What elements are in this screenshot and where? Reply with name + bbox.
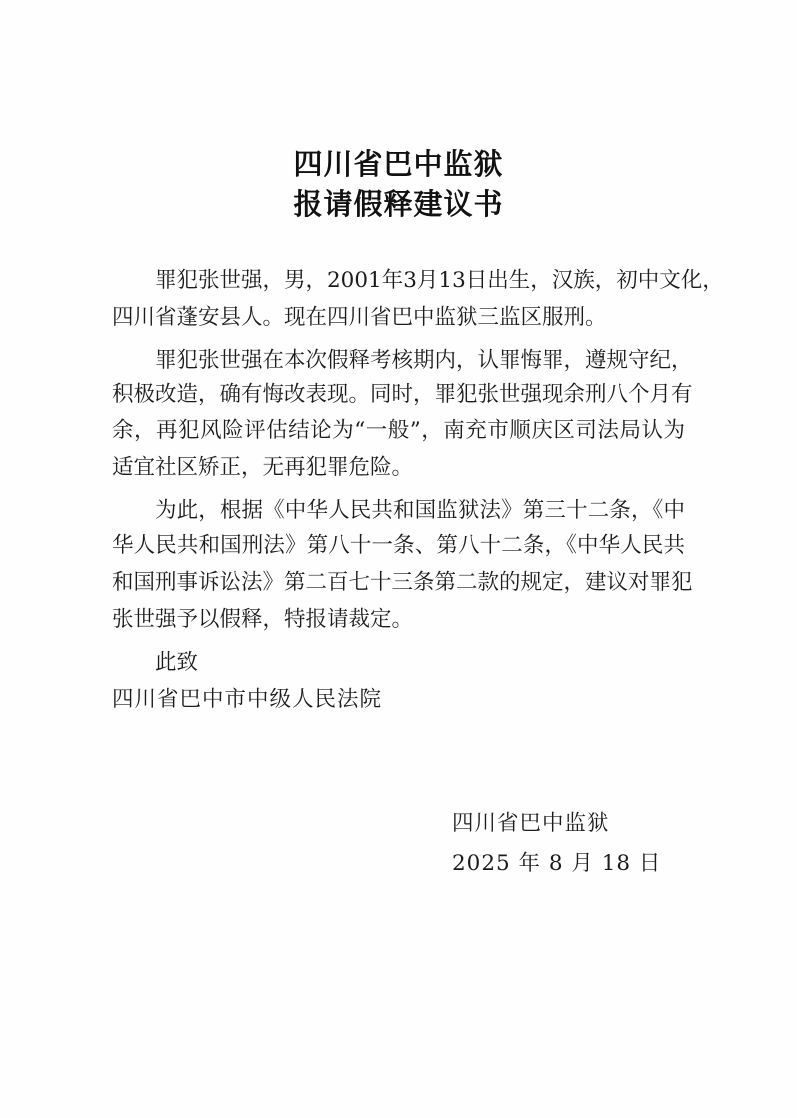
paragraph2-line3: 余，再犯风险评估结论为“一般”，南充市顺庆区司法局认为 [112,418,685,443]
signature-date: 2025 年 8 月 18 日 [452,851,662,876]
paragraph3-line4: 张世强予以假释，特报请裁定。 [112,607,414,632]
paragraph3-line2: 华人民共和国刑法》第八十一条、第八十二条，《中华人民共 [112,533,685,558]
document-title-line2: 报请假释建议书 [293,187,504,221]
paragraph2-line1: 罪犯张世强在本次假释考核期内，认罪悔罪，遵规守纪， [155,348,693,373]
paragraph1-line1: 罪犯张世强，男，2001年3月13日出生，汉族，初中文化， [155,268,724,293]
signature-organization: 四川省巴中监狱 [452,811,610,836]
document-title-line1: 四川省巴中监狱 [293,147,504,181]
paragraph3-line3: 和国刑事诉讼法》第二百七十三条第二款的规定，建议对罪犯 [112,570,693,595]
paragraph2-line2: 积极改造，确有悔改表现。同时，罪犯张世强现余刑八个月有 [112,382,693,407]
closing-text: 此致 [155,650,199,675]
paragraph2-line4: 适宜社区矫正，无再犯罪危险。 [112,455,414,480]
addressee: 四川省巴中市中级人民法院 [112,687,383,712]
paragraph3-line1: 为此，根据《中华人民共和国监狱法》第三十二条，《中 [155,498,685,523]
paragraph1-line2: 四川省蓬安县人。现在四川省巴中监狱三监区服刑。 [112,305,607,330]
